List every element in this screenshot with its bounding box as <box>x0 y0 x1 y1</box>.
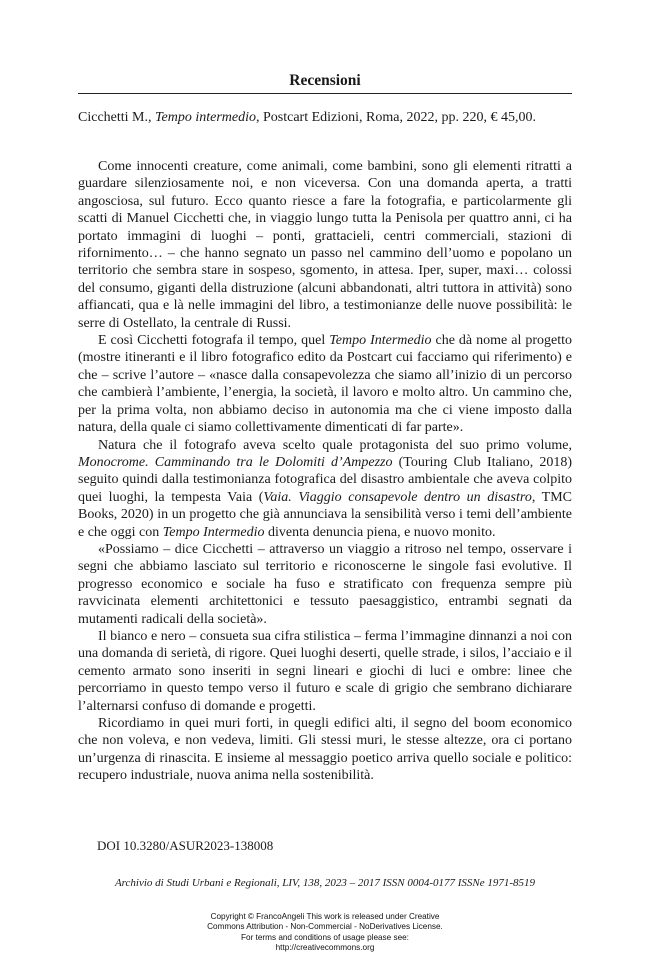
paragraph-3-italic: Vaia. Viaggio consapevole dentro un disastro <box>263 489 532 505</box>
license-line: Copyright © FrancoAngeli This work is released under Creative <box>210 912 440 921</box>
doi-reference: DOI 10.3280/ASUR2023-138008 <box>97 838 274 853</box>
paragraph-4: «Possiamo – dice Cicchetti – attraverso un viaggio a ritroso nel tempo, osservare i segni che abbiamo lasciato sul territorio e riconoscerne le singole fasi evolutive. Il progresso economico e sociale ha fuso e stratificato con frequenza sempre più ravvicinata elementi architettonici e tessuto paesaggistico, entrambi segnati da mutamenti radicali della società». <box>78 541 572 627</box>
paragraph-5: Il bianco e nero – consueta sua cifra stilistica – ferma l’immagine dinnanzi a noi con una domanda di serietà, di rigore. Quei luoghi deserti, quelle strade, i silos, l’acciaio e il cemento armato sono inseriti in segni lineari e giochi di luci e ombre: linee che percorriamo in questo tempo verso il futuro e scale di grigio che sembrano dichiarare l’alternarsi confuso di domande e progetti. <box>78 628 572 714</box>
section-title: Recensioni <box>289 72 361 89</box>
paragraph-3-text: Natura che il fotografo aveva scelto quale protagonista del suo primo volume, <box>98 437 572 453</box>
paragraph-2-text: E così Cicchetti fotografa il tempo, quel <box>98 333 330 349</box>
citation-publisher-details: , Postcart Edizioni, Roma, 2022, pp. 220, € 45,00. <box>255 110 536 125</box>
license-line: Commons Attribution - Non-Commercial - NoDerivatives License. <box>207 922 443 932</box>
paragraph-3-italic: Tempo Intermedio <box>162 524 265 540</box>
book-citation <box>78 108 578 127</box>
paragraph-3-text: (Touring Club Italiano, 2018) seguito quindi dalla testimonianza fotografica del disastro ambientale che aveva colpito quei luoghi, la tempesta Vaia ( <box>78 454 573 505</box>
paragraph-2 <box>78 332 572 436</box>
journal-footer: Archivio di Studi Urbani e Regionali, LIV, 138, 2023 – 2017 ISSN 0004-0177 ISSNe 1971-8519 <box>114 877 536 889</box>
citation-book-title: Tempo intermedio <box>155 110 256 125</box>
paragraph-2-italic: Tempo Intermedio <box>329 333 432 349</box>
review-body <box>78 158 572 785</box>
paragraph-1: Come innocenti creature, come animali, come bambini, sono gli elementi ritratti a guardare silenziosamente noi, e non viceversa. Con una domanda aperta, a tratti angosciosa, sul futuro. Ecco quanto riesce a fare la fotografia, e particolarmente gli scatti di Manuel Cicchetti che, in viaggio lungo tutta la Penisola per quattro anni, ci ha portato immagini di luoghi – ponti, grattacieli, centri commerciali, stazioni di rifornimento… – che hanno segnato un passo nel cammino dell’uomo e popolano un territorio che sembra stare in sospeso, sgomento, in attesa. Iper, super, maxi… colossi del consumo, giganti della distruzione (alcuni abbandonati, altri tuttora in attività) sono affiancati, qua e là nelle immagini del libro, a testimonianze delle nuove possibilità: le serre di Ostellato, la centrale di Russi. <box>78 159 572 331</box>
paragraph-3-text: diventa denuncia piena, e nuovo monito. <box>264 524 496 540</box>
paragraph-6: Ricordiamo in quei muri forti, in quegli edifici alti, il segno del boom economico che non voleva, e non vedeva, limiti. Gli stessi muri, le stesse altezze, ora ci portano un’urgenza di rinascita. E insieme al messaggio poetico arriva quello sociale e politico: recupero industriale, nuova anima nella sostenibilità. <box>78 716 572 784</box>
license-notice <box>0 912 650 954</box>
paragraph-3 <box>78 437 572 541</box>
citation-author: Cicchetti M., <box>78 110 155 125</box>
license-line: For terms and conditions of usage please see: <box>241 932 409 942</box>
paragraph-3-text: , TMC Books, 2020) in un progetto che già annunciava la sensibilità verso i temi dell’ambiente e che oggi con <box>78 489 572 540</box>
paragraph-2-text: che dà nome al progetto (mostre itineranti e il libro fotografico edito da Postcart cui facciamo qui riferimento) e che – scrive l’autore – «nasce dalla consapevolezza che siamo all’inizio di un percorso che cambierà l’ambiente, l’energia, la società, il lavoro e molto altro. Un cammino che, per la prima volta, non abbiamo deciso in autonomia ma che ci viene imposto dalla natura, della quale ci siamo collettivamente dimenticati di far parte». <box>78 333 572 436</box>
paragraph-3-italic: Monocrome. Camminando tra le Dolomiti d’Ampezzo <box>78 454 393 470</box>
license-link[interactable]: http://creativecommons.org <box>275 943 375 953</box>
header-rule <box>78 93 572 94</box>
